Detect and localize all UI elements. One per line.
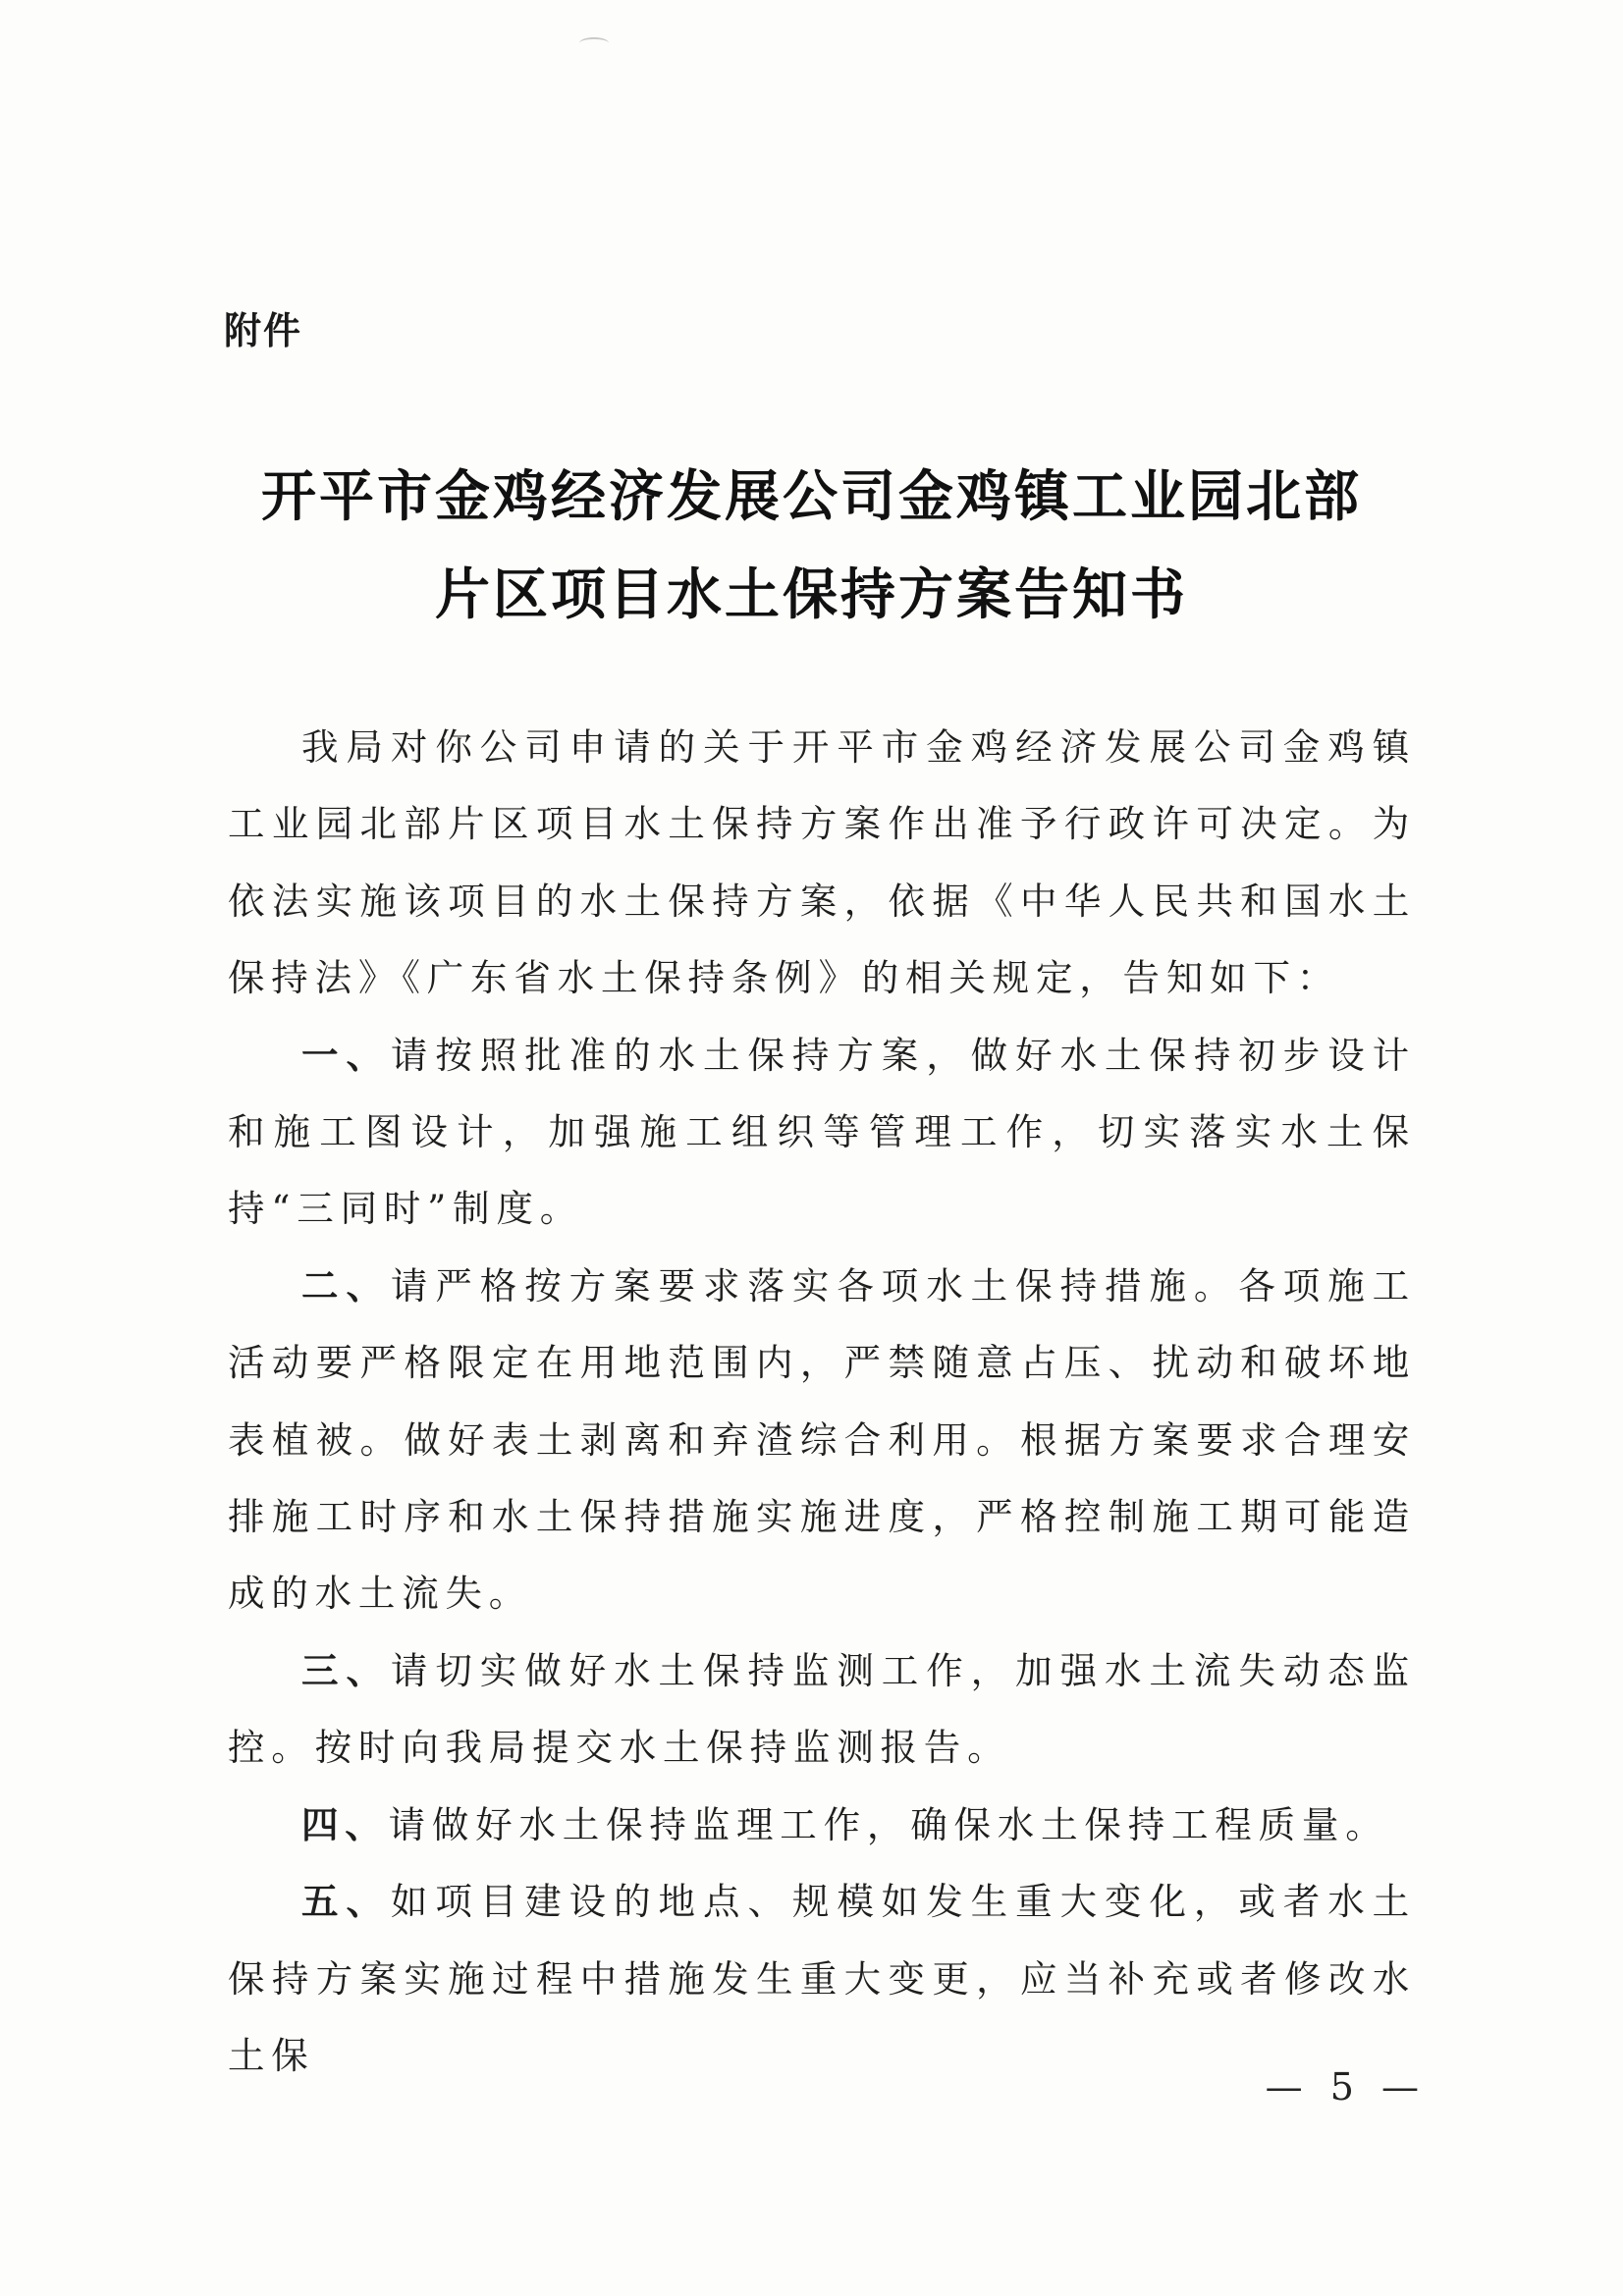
- item-number: 二、: [301, 1263, 391, 1308]
- paragraph-item-5: [228, 1863, 1416, 2094]
- paragraph-item-2: [228, 1248, 1416, 1632]
- paragraph-text: 请按照批准的水土保持方案，做好水土保持初步设计和施工图设计，加强施工组织等管理工作，切实落实水土保持“三同时”制度。: [228, 1033, 1416, 1231]
- document-title-line-2: 片区项目水土保持方案告知书: [435, 562, 1188, 627]
- paragraph-text: 请做好水土保持监理工作，确保水土保持工程质量。: [388, 1802, 1389, 1846]
- scan-artifact: [579, 37, 609, 49]
- paragraph-item-4: [228, 1787, 1416, 1863]
- item-number: 五、: [301, 1880, 391, 1924]
- document-body: [228, 709, 1416, 2094]
- paragraph-text: 如项目建设的地点、规模如发生重大变化，或者水土保持方案实施过程中措施发生重大变更，应当补充或者修改水土保: [228, 1880, 1416, 2077]
- item-number: 四、: [301, 1802, 389, 1846]
- paragraph-item-3: [228, 1632, 1416, 1787]
- page-number: — 5 —: [1265, 2065, 1427, 2109]
- item-number: 一、: [301, 1033, 391, 1077]
- item-number: 三、: [301, 1648, 391, 1692]
- paragraph-intro: [228, 709, 1416, 1017]
- paragraph-text: 我局对你公司申请的关于开平市金鸡经济发展公司金鸡镇工业园北部片区项目水土保持方案作出准予行政许可决定。为依法实施该项目的水土保持方案，依据《中华人民共和国水土保持法》《广东省水土保持条例》的相关规定，告知如下：: [228, 725, 1416, 1000]
- document-title-line-1: 开平市金鸡经济发展公司金鸡镇工业园北部: [261, 464, 1362, 529]
- paragraph-item-1: [228, 1017, 1416, 1248]
- paragraph-text: 请严格按方案要求落实各项水土保持措施。各项施工活动要严格限定在用地范围内，严禁随意占压、扰动和破坏地表植被。做好表土剥离和弃渣综合利用。根据方案要求合理安排施工时序和水土保持措施实施进度，严格控制施工期可能造成的水土流失。: [228, 1263, 1416, 1616]
- paragraph-text: 请切实做好水土保持监测工作，加强水土流失动态监控。按时向我局提交水土保持监测报告。: [228, 1648, 1416, 1770]
- attachment-label: 附件: [224, 309, 303, 352]
